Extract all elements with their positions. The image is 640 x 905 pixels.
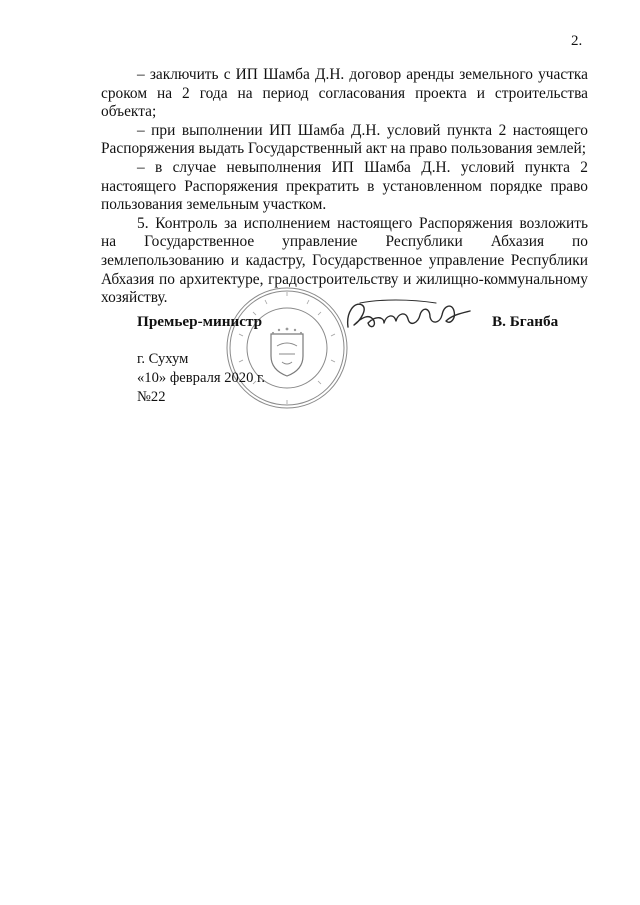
- page-number: 2.: [571, 33, 583, 49]
- official-seal: [225, 286, 349, 410]
- paragraph-termination: – в случае невыполнения ИП Шамба Д.Н. условий пункта 2 настоящего Распоряжения прекратить в установленном порядке право пользования земельным участком.: [101, 158, 588, 214]
- signatory-name: В. Бганба: [492, 313, 559, 330]
- paragraph-control: 5. Контроль за исполнением настоящего Распоряжения возложить на Государственное управление Республики Абхазия по землепользованию и кадастру, Государственное управление Республики Абхазия по архитектуре, градостроительству и жилищно-коммунальному хозяйству.: [101, 214, 588, 307]
- paragraph-lease: – заключить с ИП Шамба Д.Н. договор аренды земельного участка сроком на 2 года на период согласования проекта и строительства объекта;: [101, 66, 588, 121]
- signatory-title: Премьер-министр: [137, 313, 263, 330]
- paragraph-state-act: – при выполнении ИП Шамба Д.Н. условий пункта 2 настоящего Распоряжения выдать Государственный акт на право пользования землей;: [101, 121, 588, 158]
- document-body: [101, 66, 588, 308]
- issue-date: «10» февраля 2020 г.: [137, 370, 266, 386]
- handwritten-signature: [340, 293, 480, 337]
- issue-city: г. Сухум: [137, 351, 189, 367]
- document-number: №22: [137, 389, 166, 405]
